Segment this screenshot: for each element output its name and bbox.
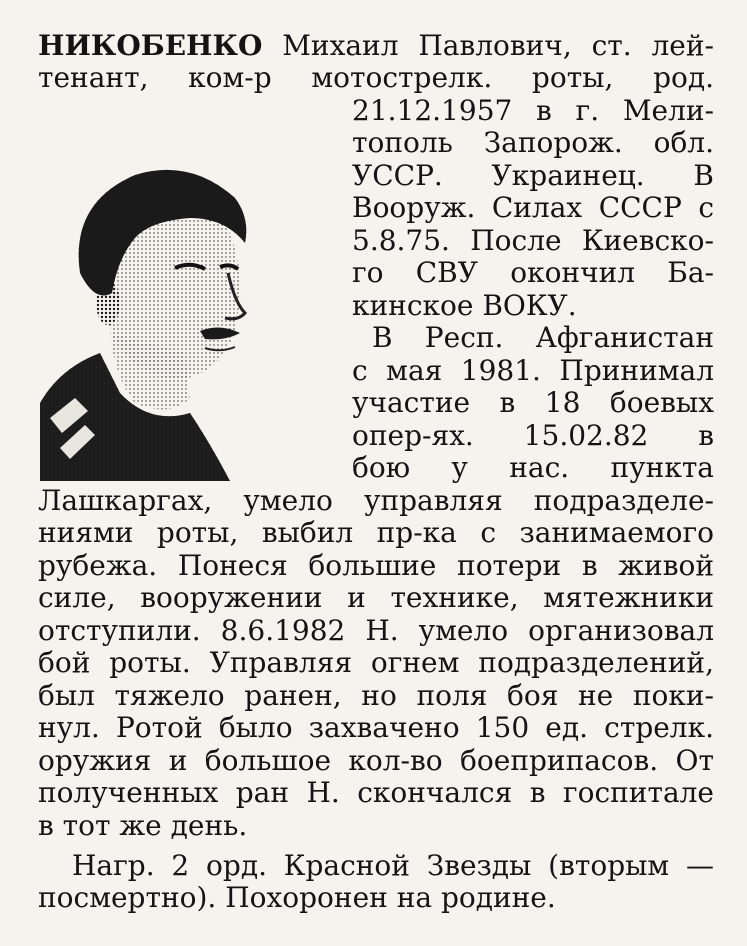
line-text: Михаил Павлович, ст. лей- (282, 29, 714, 62)
text-line-11: с мая 1981. Принимал (352, 354, 714, 387)
text-line-2: тенант, ком-р мотострелк. роты, род. (38, 61, 714, 94)
text-line-17: рубежа. Понеся большие потери в живой (38, 549, 714, 582)
text-line-20: бой роты. Управляя огнем подразделений, (38, 646, 714, 679)
text-line-8: го СВУ окончил Ба- (352, 256, 714, 289)
text-line-14: бою у нас. пункта (352, 451, 714, 484)
text-line-24: полученных ран Н. скончался в госпитале (38, 776, 714, 809)
text-line-4: тополь Запорож. обл. (352, 126, 714, 159)
portrait-photo (40, 163, 255, 481)
text-line-16: ниями роты, выбил пр-ка с занимаемого (38, 516, 714, 549)
text-line-18: силе, вооружении и технике, мятежники (38, 581, 714, 614)
surname: НИКОБЕНКО (38, 29, 263, 62)
text-line-23: оружия и большое кол-во боеприпасов. От (38, 744, 714, 777)
text-line-22: нул. Ротой было захвачено 150 ед. стрелк. (38, 711, 714, 744)
text-line-1 (38, 30, 714, 62)
text-line-26: Нагр. 2 орд. Красной Звезды (вторым — (72, 849, 714, 882)
text-line-13: опер-ях. 15.02.82 в (352, 419, 714, 452)
text-line-10: В Респ. Афганистан (372, 321, 714, 354)
text-line-7: 5.8.75. После Киевско- (352, 224, 714, 257)
text-line-15: Лашкаргах, умело управляя подразделе- (38, 484, 714, 517)
text-line-27: посмертно). Похоронен на родине. (38, 881, 556, 914)
text-line-21: был тяжело ранен, но поля боя не поки- (38, 679, 714, 712)
text-line-6: Вооруж. Силах СССР с (352, 191, 714, 224)
text-line-25: в тот же день. (38, 809, 248, 842)
text-line-19: отступили. 8.6.1982 Н. умело организовал (38, 614, 714, 647)
text-line-9: кинское ВОКУ. (352, 289, 577, 322)
text-line-12: участие в 18 боевых (352, 386, 714, 419)
text-line-3: 21.12.1957 в г. Мели- (352, 94, 714, 127)
text-line-5: УССР. Украинец. В (352, 159, 714, 192)
